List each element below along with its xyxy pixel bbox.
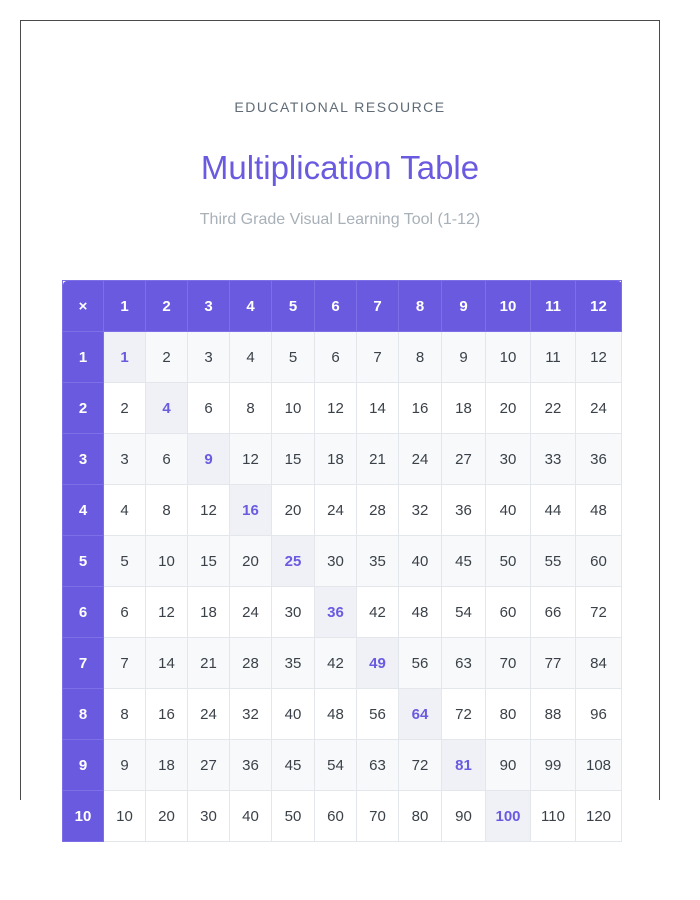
product-cell: 20 (230, 536, 272, 587)
product-cell-square: 49 (357, 638, 399, 689)
row-header: 4 (63, 485, 104, 536)
row-header: 6 (63, 587, 104, 638)
product-cell: 21 (188, 638, 230, 689)
product-cell: 7 (104, 638, 146, 689)
product-cell: 12 (576, 332, 622, 383)
product-cell: 110 (531, 791, 576, 842)
product-cell: 4 (230, 332, 272, 383)
column-header: 8 (399, 281, 442, 332)
product-cell: 6 (188, 383, 230, 434)
product-cell: 66 (531, 587, 576, 638)
product-cell: 10 (104, 791, 146, 842)
product-cell: 50 (486, 536, 531, 587)
product-cell: 27 (188, 740, 230, 791)
row-header: 8 (63, 689, 104, 740)
product-cell: 18 (442, 383, 486, 434)
table-row (63, 434, 622, 485)
product-cell: 20 (272, 485, 315, 536)
product-cell: 18 (146, 740, 188, 791)
column-header: 4 (230, 281, 272, 332)
product-cell: 12 (146, 587, 188, 638)
product-cell: 22 (531, 383, 576, 434)
table-row (63, 332, 622, 383)
product-cell: 60 (315, 791, 357, 842)
product-cell: 28 (357, 485, 399, 536)
product-cell: 40 (399, 536, 442, 587)
corner-cell: × (63, 281, 104, 332)
row-header: 3 (63, 434, 104, 485)
product-cell: 70 (486, 638, 531, 689)
product-cell: 6 (146, 434, 188, 485)
row-header: 2 (63, 383, 104, 434)
product-cell: 32 (399, 485, 442, 536)
product-cell: 60 (576, 536, 622, 587)
product-cell: 10 (146, 536, 188, 587)
product-cell: 30 (272, 587, 315, 638)
row-header: 9 (63, 740, 104, 791)
product-cell: 40 (230, 791, 272, 842)
product-cell: 36 (576, 434, 622, 485)
eyebrow-label: EDUCATIONAL RESOURCE (234, 99, 446, 115)
product-cell: 24 (576, 383, 622, 434)
product-cell: 70 (357, 791, 399, 842)
page-subtitle: Third Grade Visual Learning Tool (1-12) (199, 211, 481, 228)
column-header: 6 (315, 281, 357, 332)
table-row (63, 791, 622, 842)
product-cell: 72 (576, 587, 622, 638)
column-header: 9 (442, 281, 486, 332)
product-cell: 108 (576, 740, 622, 791)
product-cell: 80 (399, 791, 442, 842)
product-cell-square: 1 (104, 332, 146, 383)
product-cell: 30 (486, 434, 531, 485)
product-cell: 9 (104, 740, 146, 791)
table-row (63, 689, 622, 740)
product-cell: 8 (230, 383, 272, 434)
product-cell: 10 (486, 332, 531, 383)
product-cell-square: 25 (272, 536, 315, 587)
product-cell: 40 (486, 485, 531, 536)
product-cell-square: 100 (486, 791, 531, 842)
product-cell: 63 (442, 638, 486, 689)
product-cell: 18 (188, 587, 230, 638)
product-cell: 120 (576, 791, 622, 842)
table-header-row (63, 281, 622, 332)
column-header: 3 (188, 281, 230, 332)
product-cell: 55 (531, 536, 576, 587)
page-card (20, 20, 660, 825)
product-cell: 24 (230, 587, 272, 638)
column-header: 1 (104, 281, 146, 332)
product-cell: 90 (486, 740, 531, 791)
product-cell: 15 (188, 536, 230, 587)
product-cell: 24 (399, 434, 442, 485)
product-cell: 56 (357, 689, 399, 740)
row-header: 1 (63, 332, 104, 383)
product-cell: 40 (272, 689, 315, 740)
product-cell: 96 (576, 689, 622, 740)
product-cell: 2 (146, 332, 188, 383)
product-cell: 24 (188, 689, 230, 740)
table-body (63, 332, 622, 842)
product-cell: 12 (188, 485, 230, 536)
product-cell: 36 (442, 485, 486, 536)
column-header: 7 (357, 281, 399, 332)
product-cell: 4 (104, 485, 146, 536)
product-cell: 36 (230, 740, 272, 791)
product-cell: 15 (272, 434, 315, 485)
multiplication-table (62, 280, 622, 842)
column-header: 11 (531, 281, 576, 332)
column-header: 10 (486, 281, 531, 332)
table-row (63, 587, 622, 638)
product-cell: 21 (357, 434, 399, 485)
column-header: 12 (576, 281, 622, 332)
product-cell: 3 (188, 332, 230, 383)
product-cell: 5 (104, 536, 146, 587)
table-row (63, 638, 622, 689)
product-cell-square: 16 (230, 485, 272, 536)
product-cell: 60 (486, 587, 531, 638)
column-header: 2 (146, 281, 188, 332)
product-cell: 24 (315, 485, 357, 536)
product-cell: 28 (230, 638, 272, 689)
product-cell: 35 (272, 638, 315, 689)
product-cell: 72 (399, 740, 442, 791)
product-cell-square: 81 (442, 740, 486, 791)
product-cell: 10 (272, 383, 315, 434)
product-cell: 54 (315, 740, 357, 791)
product-cell: 30 (315, 536, 357, 587)
multiplication-table-container (62, 280, 621, 842)
product-cell: 33 (531, 434, 576, 485)
product-cell: 80 (486, 689, 531, 740)
product-cell-square: 9 (188, 434, 230, 485)
column-header: 5 (272, 281, 315, 332)
product-cell: 27 (442, 434, 486, 485)
product-cell: 90 (442, 791, 486, 842)
table-row (63, 383, 622, 434)
table-row (63, 536, 622, 587)
product-cell: 14 (146, 638, 188, 689)
product-cell: 8 (399, 332, 442, 383)
product-cell: 63 (357, 740, 399, 791)
product-cell: 50 (272, 791, 315, 842)
product-cell: 20 (486, 383, 531, 434)
product-cell-square: 4 (146, 383, 188, 434)
product-cell: 77 (531, 638, 576, 689)
product-cell-square: 64 (399, 689, 442, 740)
product-cell: 48 (399, 587, 442, 638)
product-cell: 2 (104, 383, 146, 434)
product-cell: 8 (146, 485, 188, 536)
product-cell: 12 (230, 434, 272, 485)
product-cell: 3 (104, 434, 146, 485)
row-header: 10 (63, 791, 104, 842)
product-cell: 48 (576, 485, 622, 536)
product-cell: 7 (357, 332, 399, 383)
product-cell: 56 (399, 638, 442, 689)
page-title: Multiplication Table (200, 149, 480, 186)
row-header: 5 (63, 536, 104, 587)
table-row (63, 740, 622, 791)
product-cell: 72 (442, 689, 486, 740)
product-cell: 32 (230, 689, 272, 740)
product-cell: 54 (442, 587, 486, 638)
product-cell: 14 (357, 383, 399, 434)
product-cell: 5 (272, 332, 315, 383)
product-cell: 12 (315, 383, 357, 434)
product-cell-square: 36 (315, 587, 357, 638)
product-cell: 16 (399, 383, 442, 434)
product-cell: 8 (104, 689, 146, 740)
row-header: 7 (63, 638, 104, 689)
product-cell: 30 (188, 791, 230, 842)
product-cell: 6 (315, 332, 357, 383)
product-cell: 42 (357, 587, 399, 638)
product-cell: 42 (315, 638, 357, 689)
product-cell: 45 (272, 740, 315, 791)
product-cell: 88 (531, 689, 576, 740)
table-row (63, 485, 622, 536)
product-cell: 35 (357, 536, 399, 587)
product-cell: 84 (576, 638, 622, 689)
product-cell: 9 (442, 332, 486, 383)
product-cell: 20 (146, 791, 188, 842)
product-cell: 45 (442, 536, 486, 587)
product-cell: 18 (315, 434, 357, 485)
product-cell: 44 (531, 485, 576, 536)
product-cell: 11 (531, 332, 576, 383)
product-cell: 6 (104, 587, 146, 638)
product-cell: 16 (146, 689, 188, 740)
product-cell: 48 (315, 689, 357, 740)
product-cell: 99 (531, 740, 576, 791)
